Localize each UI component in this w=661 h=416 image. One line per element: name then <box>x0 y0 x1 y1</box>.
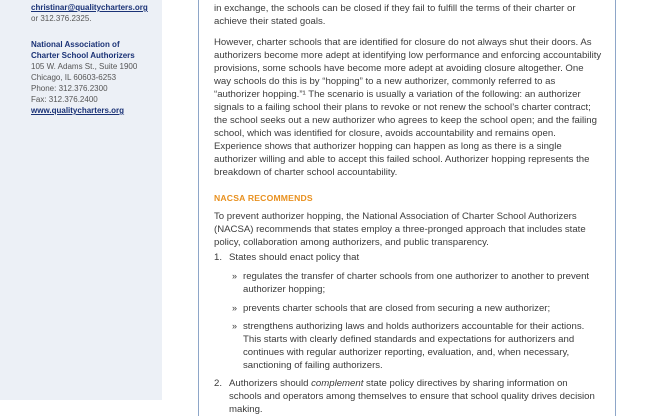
bullet-2-text: prevents charter schools that are closed from securing a new authorizer; <box>243 303 551 314</box>
section-heading: NACSA RECOMMENDS <box>214 193 313 203</box>
fax-text: Fax: 312.376.2400 <box>31 95 98 104</box>
org-name-line1: National Association of <box>31 40 120 49</box>
main-content-panel <box>198 0 616 416</box>
website-link[interactable]: www.qualitycharters.org <box>31 106 125 115</box>
contact-email-link[interactable]: christinar@qualitycharters.org <box>31 3 148 12</box>
bullet-marker-3: » <box>232 321 238 331</box>
list-item-1-text: States should enact policy that <box>229 252 360 263</box>
list-item-1-number: 1. <box>214 252 223 263</box>
intro-line-2: achieve their stated goals. <box>214 16 326 27</box>
list-item-2-post: state policy directives by sharing information on schools and operators among themselves to ensure that school quality drives decision making. <box>229 378 595 415</box>
bullet-1-text: regulates the transfer of charter schools from one authorizer to another to prevent authorizer hopping; <box>243 271 590 295</box>
intro-text <box>214 2 602 28</box>
list-item-2-text <box>229 377 602 416</box>
address-line1: 105 W. Adams St., Suite 1900 <box>31 62 138 71</box>
list-item-2-number: 2. <box>214 378 223 389</box>
bullet-marker-2: » <box>232 303 238 313</box>
sidebar <box>0 0 162 400</box>
list-item-2-emphasis: complement <box>311 378 364 389</box>
org-name-line2: Charter School Authorizers <box>31 51 135 60</box>
authorizer-hopping-paragraph: However, charter schools that are identified for closure do not always shut their doors. As authorizers become more adept at identifying low performance and enforcing accountability provisions, some schools have become more adept at avoiding closure altogether. One way schools do this is by “hopping” to a new authorizer, commonly referred to as “authorizer hopping.”¹ The scenario is usually a variation of the following: an authorizer signals to a failing school their plans to revoke or not renew the school’s charter contract; the school seeks out a new authorizer who agrees to keep the school open; and the failing school, which was identified for closure, avoids accountability and remains open. Experience shows that authorizer hopping can happen as long as there is a single authorizer willing and able to accept this failed school. Authorizer hopping represents the breakdown of charter school accountability. <box>214 37 602 178</box>
bullet-3-text: strengthens authorizing laws and holds authorizers accountable for their actions. This starts with clearly defined standards and expectations for authorizers and continues with regular authorizer reporting, evaluation, and, when necessary, sanctioning of failing authorizers. <box>243 321 585 371</box>
bullet-marker-1: » <box>232 271 238 281</box>
recommends-intro-paragraph: To prevent authorizer hopping, the National Association of Charter School Authorizers (NACSA) recommends that states employ a three-pronged approach that includes state policy, collaboration among authorizers, and public transparency. <box>214 211 586 248</box>
address-line2: Chicago, IL 60603-6253 <box>31 73 117 82</box>
contact-phone-text: or 312.376.2325. <box>31 14 92 23</box>
list-item-2-pre: Authorizers should <box>229 378 312 389</box>
intro-line-1: in exchange, the schools can be closed if they fail to fulfill the terms of their charter or <box>214 3 576 14</box>
phone-text: Phone: 312.376.2300 <box>31 84 108 93</box>
